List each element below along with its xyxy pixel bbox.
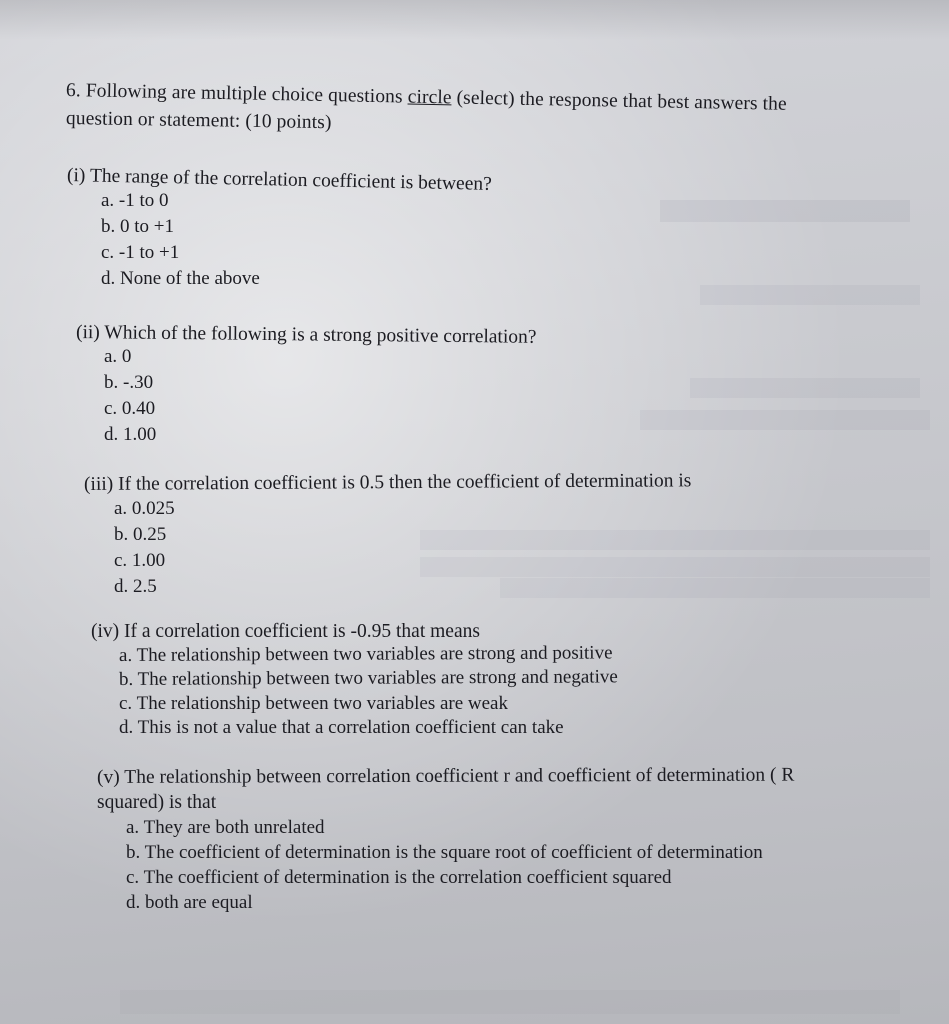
question-4-option-a[interactable]: a. The relationship between two variables are strong and positive [118,642,613,666]
question-1-stem: (i) The range of the correlation coefficient is between? [66,165,492,195]
question-3-stem: (iii) If the correlation coefficient is 0.5 then the coefficient of determination is [83,470,692,495]
question-1-option-d[interactable]: d. None of the above [101,268,260,289]
question-1-option-b[interactable]: b. 0 to +1 [101,216,174,237]
question-5-option-c[interactable]: c. The coefficient of determination is the correlation coefficient squared [126,867,672,888]
question-5-stem-line2: squared) is that [97,792,217,813]
intro-line-2: question or statement: (10 points) [65,108,332,134]
question-3-option-c[interactable]: c. 1.00 [114,550,166,571]
intro-text-before: Following are multiple choice questions [85,80,403,108]
question-4-stem: (iv) If a correlation coefficient is -0.95 that means [91,621,480,642]
question-5-option-d[interactable]: d. both are equal [126,892,253,913]
question-5-option-b[interactable]: b. The coefficient of determination is the square root of coefficient of determination [126,842,763,863]
question-4-option-b[interactable]: b. The relationship between two variables are strong and negative [118,666,618,690]
question-2-option-c[interactable]: c. 0.40 [104,398,156,419]
question-4-option-d[interactable]: d. This is not a value that a correlation coefficient can take [119,717,564,738]
question-3-option-a[interactable]: a. 0.025 [114,498,175,519]
question-3-option-b[interactable]: b. 0.25 [114,524,167,545]
question-1-option-c[interactable]: c. -1 to +1 [101,242,180,263]
question-number: 6. [65,80,82,102]
question-2-option-a[interactable]: a. 0 [104,346,132,367]
intro-text-after: (select) the response that best answers the [456,87,787,115]
question-2-option-d[interactable]: d. 1.00 [104,424,157,445]
question-5-option-a[interactable]: a. They are both unrelated [126,817,325,838]
question-3-option-d[interactable]: d. 2.5 [114,576,157,597]
intro-emphasis: circle [407,86,452,109]
question-4-option-c[interactable]: c. The relationship between two variables are weak [119,693,508,714]
question-5-stem: (v) The relationship between correlation coefficient r and coefficient of determination ( R [96,764,795,788]
question-2-stem: (ii) Which of the following is a strong positive correlation? [75,322,537,348]
question-1-option-a[interactable]: a. -1 to 0 [101,190,169,211]
question-2-option-b[interactable]: b. -.30 [104,372,154,393]
